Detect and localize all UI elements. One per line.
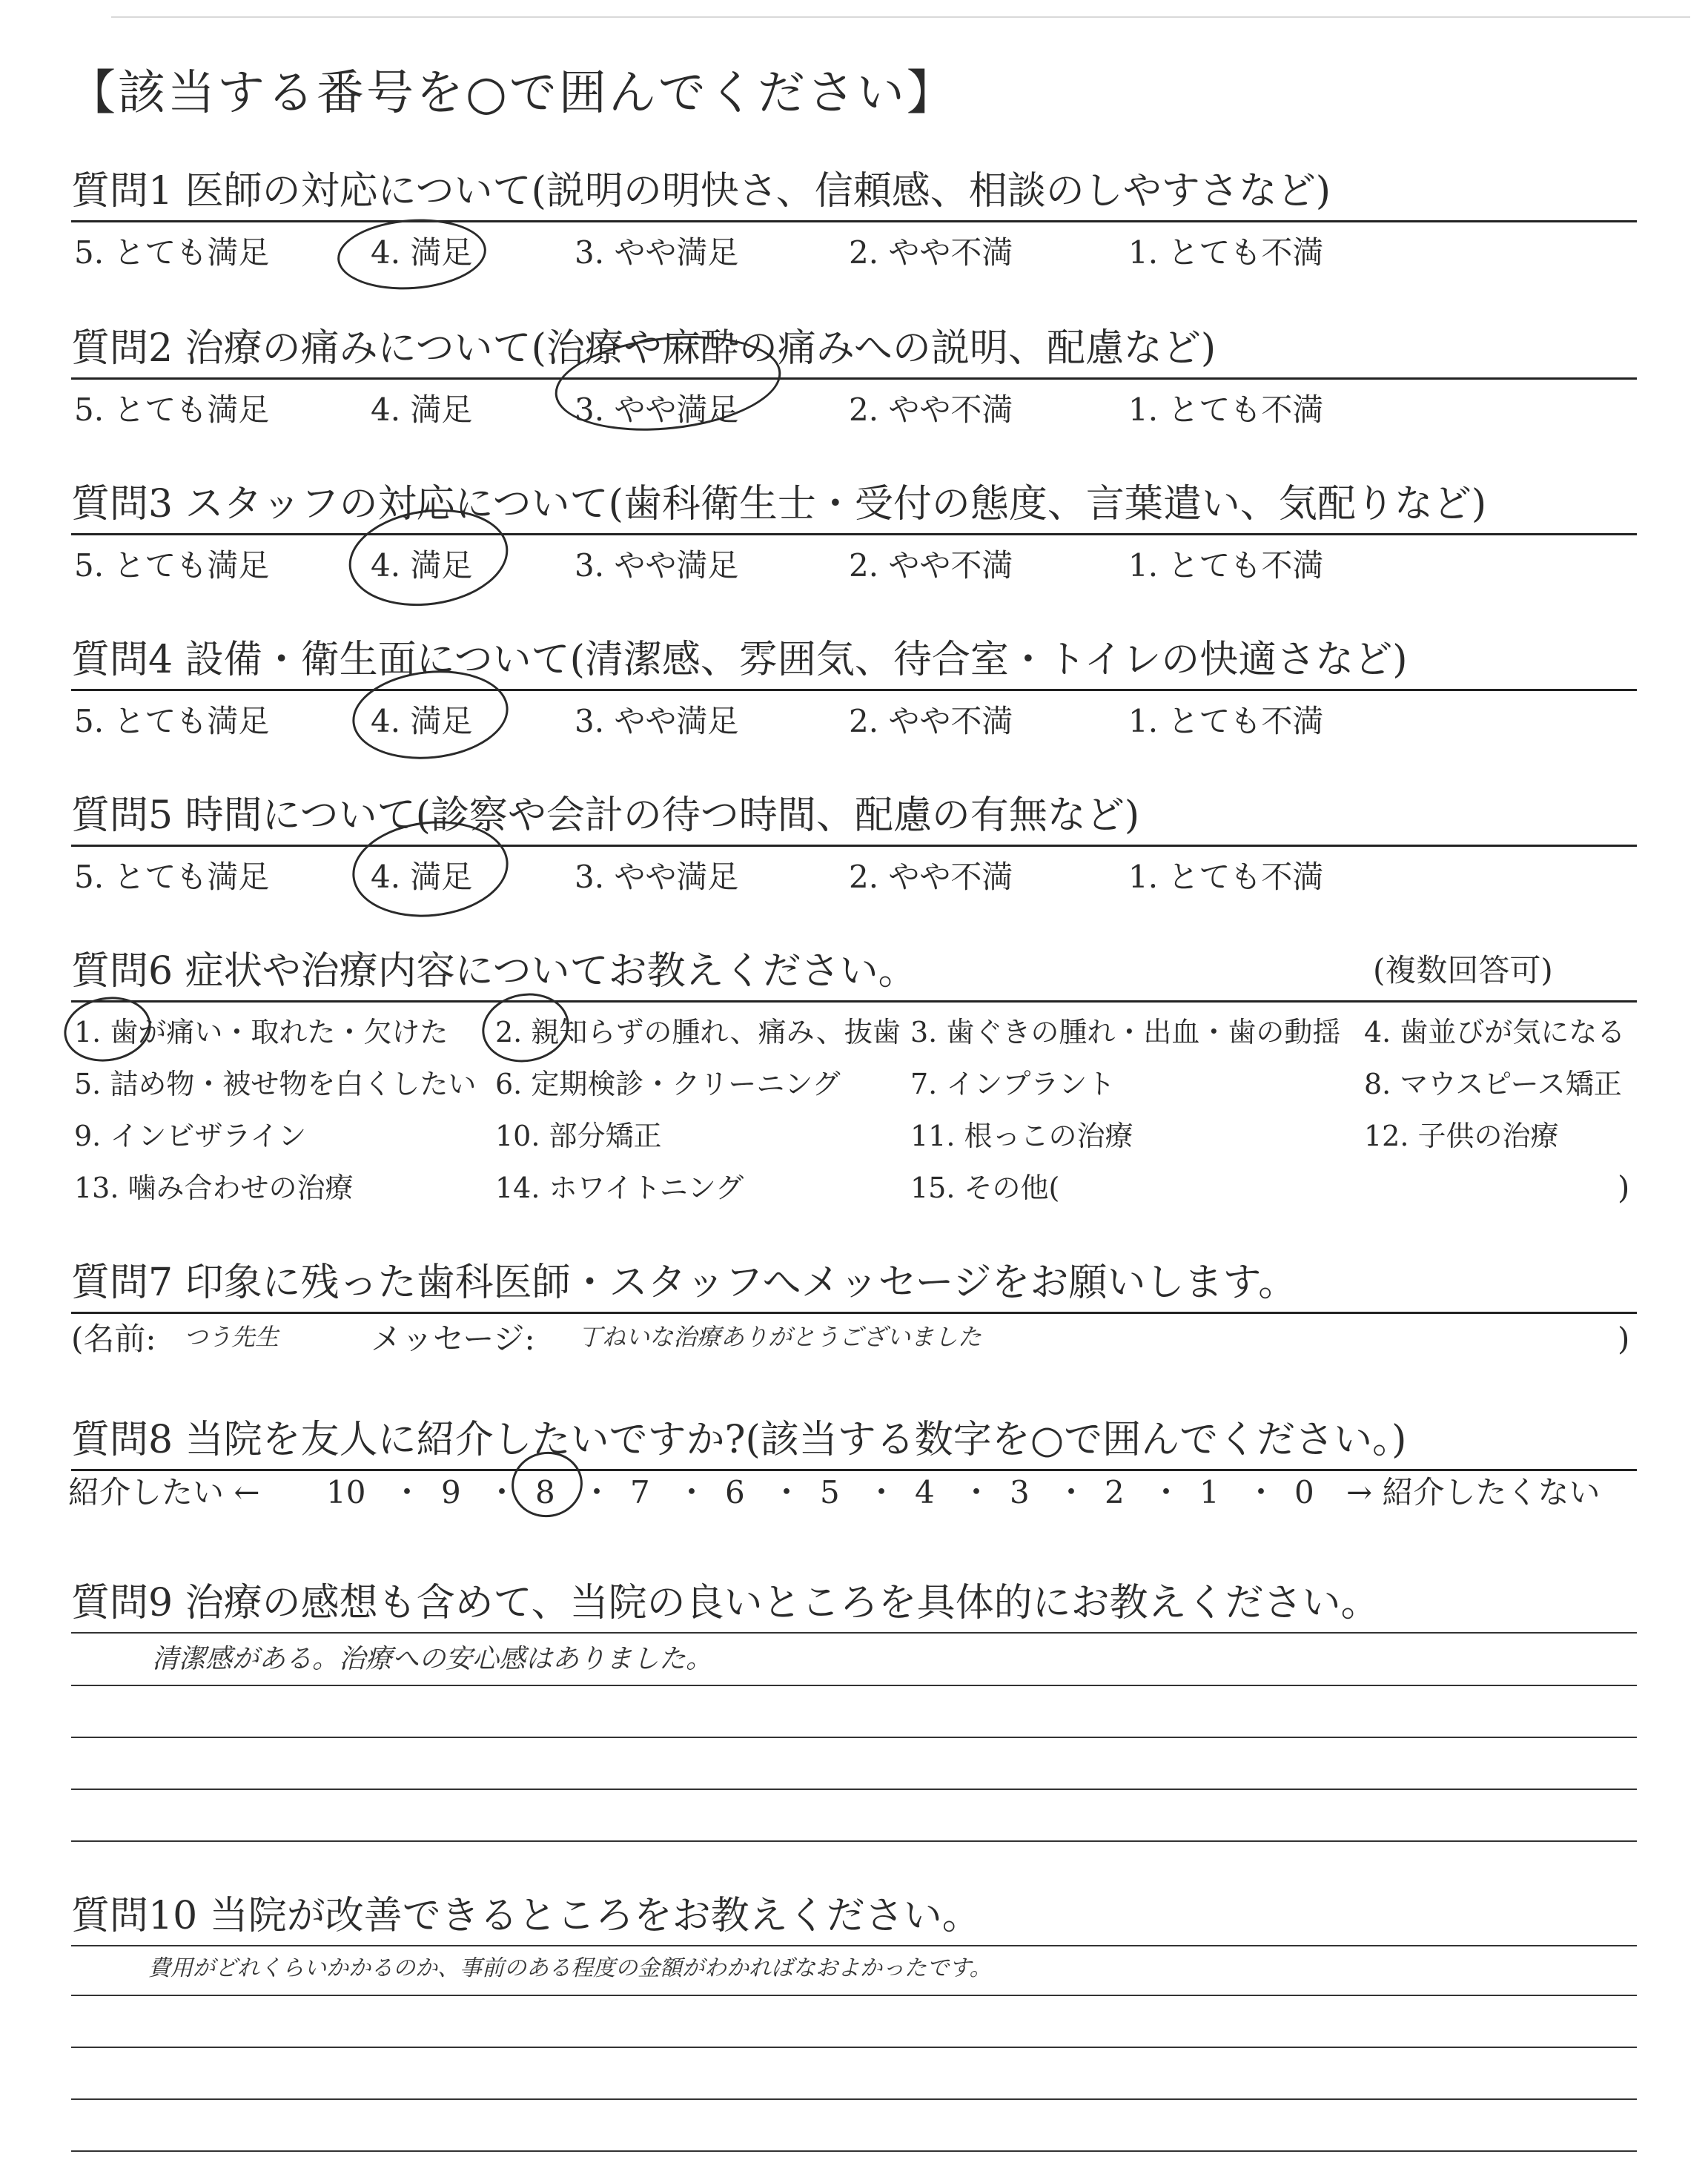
q4-option-2[interactable]: 2. やや不満 [849, 703, 1013, 739]
q3-heading: 質問3 スタッフの対応について(歯科衛生士・受付の態度、言葉遣い、気配りなど) [71, 482, 1487, 526]
q6-option-14[interactable]: 14. ホワイトニング [495, 1172, 744, 1204]
q10-writing-line [71, 2047, 1637, 2048]
q4-heading: 質問4 設備・衛生面について(清潔感、雰囲気、待合室・トイレの快適さなど) [71, 638, 1408, 682]
q10-writing-line [71, 2098, 1637, 2100]
q1-option-1[interactable]: 1. とても不満 [1128, 234, 1324, 271]
q8-scale-5[interactable]: 5 [820, 1474, 840, 1510]
q2-option-1[interactable]: 1. とても不満 [1128, 392, 1324, 428]
q5-option-2[interactable]: 2. やや不満 [849, 859, 1013, 895]
q2-option-3[interactable]: 3. やや満足 [575, 392, 739, 428]
q9-writing-line [71, 1840, 1637, 1842]
q7-rule [71, 1312, 1637, 1314]
q3-option-4[interactable]: 4. 満足 [371, 547, 473, 584]
q6-option-10[interactable]: 10. 部分矯正 [495, 1120, 662, 1152]
q6-option-13[interactable]: 13. 噛み合わせの治療 [74, 1172, 354, 1204]
q2-option-5[interactable]: 5. とても満足 [74, 392, 270, 428]
q7-message-label: メッセージ: [371, 1321, 535, 1357]
q3-option-1[interactable]: 1. とても不満 [1128, 547, 1324, 584]
q5-option-4[interactable]: 4. 満足 [371, 859, 473, 895]
q8-scale-dot: ・ [581, 1474, 613, 1510]
q8-scale-8[interactable]: 8 [535, 1474, 555, 1510]
q8-scale-dot: ・ [866, 1474, 898, 1510]
q9-heading: 質問9 治療の感想も含めて、当院の良いところを具体的にお教えください。 [71, 1581, 1380, 1625]
q8-heading: 質問8 当院を友人に紹介したいですか?(該当する数字を○で囲んでください。) [71, 1418, 1407, 1462]
q4-option-4[interactable]: 4. 満足 [371, 703, 473, 739]
q1-option-2[interactable]: 2. やや不満 [849, 234, 1013, 271]
q4-option-3[interactable]: 3. やや満足 [575, 703, 739, 739]
q2-option-2[interactable]: 2. やや不満 [849, 392, 1013, 428]
q9-writing-line [71, 1737, 1637, 1738]
q10-writing-line [71, 2150, 1637, 2152]
q6-option-1[interactable]: 1. 歯が痛い・取れた・欠けた [74, 1016, 448, 1048]
q9-answer[interactable]: 清潔感がある。治療への安心感はありました。 [152, 1644, 713, 1674]
q8-scale-dot: ・ [676, 1474, 708, 1510]
q9-writing-line [71, 1632, 1637, 1634]
q8-scale-dot: ・ [1056, 1474, 1088, 1510]
q4-rule [71, 689, 1637, 691]
q9-writing-line [71, 1685, 1637, 1686]
q1-answer-circle [335, 214, 489, 294]
q8-scale-6[interactable]: 6 [725, 1474, 745, 1510]
q3-option-2[interactable]: 2. やや不満 [849, 547, 1013, 584]
q6-other-close-paren: ) [1618, 1169, 1630, 1206]
q8-scale-dot: ・ [771, 1474, 803, 1510]
q8-right-label: → 紹介したくない [1346, 1474, 1601, 1510]
q8-scale-1[interactable]: 1 [1199, 1474, 1219, 1510]
q1-heading: 質問1 医師の対応について(説明の明快さ、信頼感、相談のしやすさなど) [71, 169, 1331, 214]
q6-option-2[interactable]: 2. 親知らずの腫れ、痛み、抜歯 [495, 1016, 901, 1048]
page-title: 【該当する番号を○で囲んでください】 [68, 66, 956, 121]
q1-option-3[interactable]: 3. やや満足 [575, 234, 739, 271]
q6-option-3[interactable]: 3. 歯ぐきの腫れ・出血・歯の動揺 [910, 1016, 1341, 1048]
q8-scale-4[interactable]: 4 [915, 1474, 935, 1510]
q10-answer[interactable]: 費用がどれくらいかかるのか、事前のある程度の金額がわかればなおよかったです。 [148, 1955, 992, 1981]
q6-option-6[interactable]: 6. 定期検診・クリーニング [495, 1068, 841, 1100]
q2-heading: 質問2 治療の痛みについて(治療や麻酔の痛みへの説明、配慮など) [71, 326, 1217, 371]
q8-scale-0[interactable]: 0 [1294, 1474, 1314, 1510]
q8-scale-7[interactable]: 7 [630, 1474, 650, 1510]
q8-scale-dot: ・ [391, 1474, 423, 1510]
q5-rule [71, 845, 1637, 847]
q10-writing-line [71, 1995, 1637, 1996]
q5-option-1[interactable]: 1. とても不満 [1128, 859, 1324, 895]
q3-rule [71, 533, 1637, 535]
q8-scale-3[interactable]: 3 [1010, 1474, 1030, 1510]
top-border [111, 16, 1690, 18]
q8-scale-dot: ・ [1151, 1474, 1182, 1510]
q4-option-1[interactable]: 1. とても不満 [1128, 703, 1324, 739]
q8-scale-dot: ・ [1245, 1474, 1277, 1510]
q6-option-9[interactable]: 9. インビザライン [74, 1120, 307, 1152]
q3-option-3[interactable]: 3. やや満足 [575, 547, 739, 584]
q8-scale-dot: ・ [486, 1474, 518, 1510]
q6-multiple-note: (複数回答可) [1373, 952, 1553, 988]
q10-writing-line [71, 1945, 1637, 1946]
q6-option-8[interactable]: 8. マウスピース矯正 [1364, 1068, 1622, 1100]
q8-left-label: 紹介したい ← [68, 1474, 260, 1510]
q3-option-5[interactable]: 5. とても満足 [74, 547, 270, 584]
q4-option-5[interactable]: 5. とても満足 [74, 703, 270, 739]
q8-scale-2[interactable]: 2 [1105, 1474, 1125, 1510]
q7-message-value[interactable]: 丁ねいな治療ありがとうございました [578, 1323, 982, 1351]
q8-rule [71, 1469, 1637, 1471]
q9-writing-line [71, 1789, 1637, 1790]
q7-name-label: (名前: [71, 1321, 156, 1357]
q2-option-4[interactable]: 4. 満足 [371, 392, 473, 428]
q6-answer-circle-2 [477, 986, 575, 1069]
q5-heading: 質問5 時間について(診察や会計の待つ時間、配慮の有無など) [71, 793, 1140, 838]
q6-option-12[interactable]: 12. 子供の治療 [1364, 1120, 1559, 1152]
q6-heading: 質問6 症状や治療内容についてお教えください。 [71, 949, 917, 994]
q1-option-5[interactable]: 5. とても満足 [74, 234, 270, 271]
q8-scale-dot: ・ [961, 1474, 993, 1510]
q6-rule [71, 1000, 1637, 1003]
q6-option-5[interactable]: 5. 詰め物・被せ物を白くしたい [74, 1068, 477, 1100]
q6-option-4[interactable]: 4. 歯並びが気になる [1364, 1016, 1626, 1048]
q6-option-11[interactable]: 11. 根っこの治療 [910, 1120, 1133, 1152]
q5-option-3[interactable]: 3. やや満足 [575, 859, 739, 895]
q7-name-value[interactable]: つう先生 [184, 1323, 279, 1351]
q8-scale-10[interactable]: 10 [326, 1474, 366, 1510]
q6-option-15-other[interactable]: 15. その他( [910, 1172, 1060, 1204]
q7-heading: 質問7 印象に残った歯科医師・スタッフへメッセージをお願いします。 [71, 1261, 1297, 1305]
q6-option-7[interactable]: 7. インプラント [910, 1068, 1116, 1100]
q8-scale-9[interactable]: 9 [441, 1474, 461, 1510]
q7-close-paren: ) [1618, 1321, 1630, 1357]
q1-rule [71, 220, 1637, 222]
q5-option-5[interactable]: 5. とても満足 [74, 859, 270, 895]
q10-heading: 質問10 当院が改善できるところをお教えください。 [71, 1894, 981, 1938]
q2-rule [71, 377, 1637, 380]
q1-option-4[interactable]: 4. 満足 [371, 234, 473, 271]
